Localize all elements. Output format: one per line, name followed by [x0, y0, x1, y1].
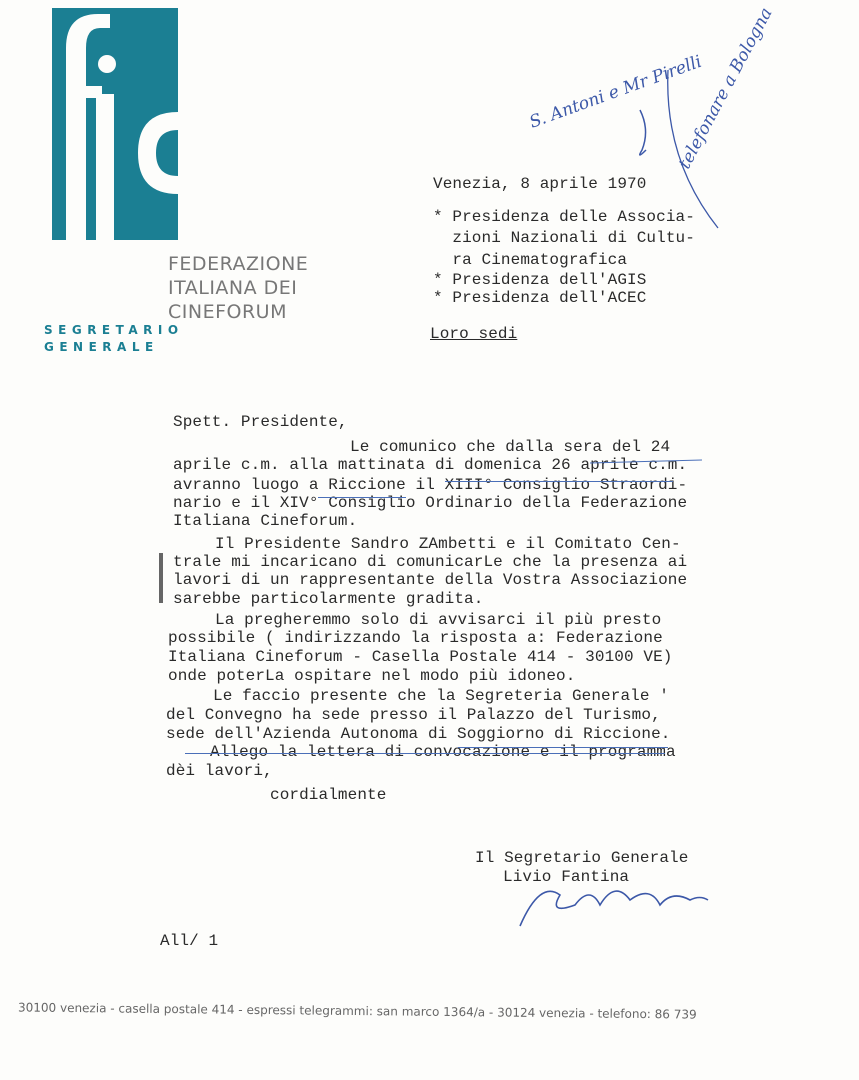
org-name-line-2: ITALIANA DEI [168, 277, 298, 299]
body-line: nario e il XIV° Consiglio Ordinario della Federazione [173, 494, 688, 512]
date-line: Venezia, 8 aprile 1970 [433, 175, 647, 193]
body-line: lavori di un rappresentante della Vostra Associazione [173, 571, 688, 589]
body-line: La pregheremmo solo di avvisarci il più presto [215, 611, 662, 629]
org-name-line-3: CINEFORUM [168, 301, 287, 323]
body-line: avranno luogo a Riccione il XIII° Consiglio Straordi- [173, 476, 688, 494]
recipient-line: * Presidenza dell'ACEC [433, 289, 647, 307]
signature-scribble [520, 891, 708, 926]
body-line: Italiana Cineforum - Casella Postale 414 - 30100 VE) [168, 648, 673, 666]
body-line: Il Presidente Sandro ZAmbetti e il Comitato Cen- [215, 535, 681, 553]
letterhead-footer: 30100 venezia - casella postale 414 - espressi telegrammi: san marco 1364/a - 30124 venezia - telefono: 86 739 [17, 1000, 697, 1022]
closing: cordialmente [270, 786, 387, 804]
body-line: sarebbe particolarmente gradita. [173, 590, 484, 608]
office-line-1: SEGRETARIO [44, 323, 184, 337]
signature-name: Livio Fantina [503, 868, 630, 886]
body-line: aprile c.m. alla mattinata di domenica 26 aprile c.m. [173, 456, 688, 474]
salutation: Spett. Presidente, [173, 413, 348, 431]
body-line: trale mi incaricano di comunicarLe che la presenza ai [173, 553, 688, 571]
body-line: onde poterLa ospitare nel modo più idoneo. [168, 667, 576, 685]
body-line: sede dell'Azienda Autonoma di Soggiorno di Riccione. [166, 725, 671, 743]
recipient-line: * Presidenza delle Associa- [433, 208, 695, 226]
body-line: Le comunico che dalla sera del 24 [350, 438, 671, 456]
enclosure: All/ 1 [160, 932, 219, 950]
margin-mark [159, 553, 163, 603]
recipient-line: ra Cinematografica [433, 251, 628, 269]
body-line: del Convegno ha sede presso il Palazzo del Turismo, [166, 706, 661, 724]
handwritten-note-2: telefonare a Bologna [674, 4, 777, 173]
body-line: dèi lavori, [166, 762, 273, 780]
office-line-2: GENERALE [44, 340, 159, 354]
body-line: Allego la lettera di convocazione e il programma [210, 743, 676, 761]
body-line: Italiana Cineforum. [173, 512, 358, 530]
handwritten-note-1: S. Antoni e Mr Pirelli [526, 51, 705, 133]
recipient-line: zioni Nazionali di Cultu- [433, 229, 695, 247]
loro-sedi: Loro sedi [430, 325, 518, 343]
recipient-line: * Presidenza dell'AGIS [433, 271, 647, 289]
body-line: Le faccio presente che la Segreteria Generale ' [213, 687, 669, 705]
body-line: possibile ( indirizzando la risposta a: Federazione [168, 629, 663, 647]
signature-title: Il Segretario Generale [475, 849, 689, 867]
org-name-line-1: FEDERAZIONE [168, 253, 309, 275]
